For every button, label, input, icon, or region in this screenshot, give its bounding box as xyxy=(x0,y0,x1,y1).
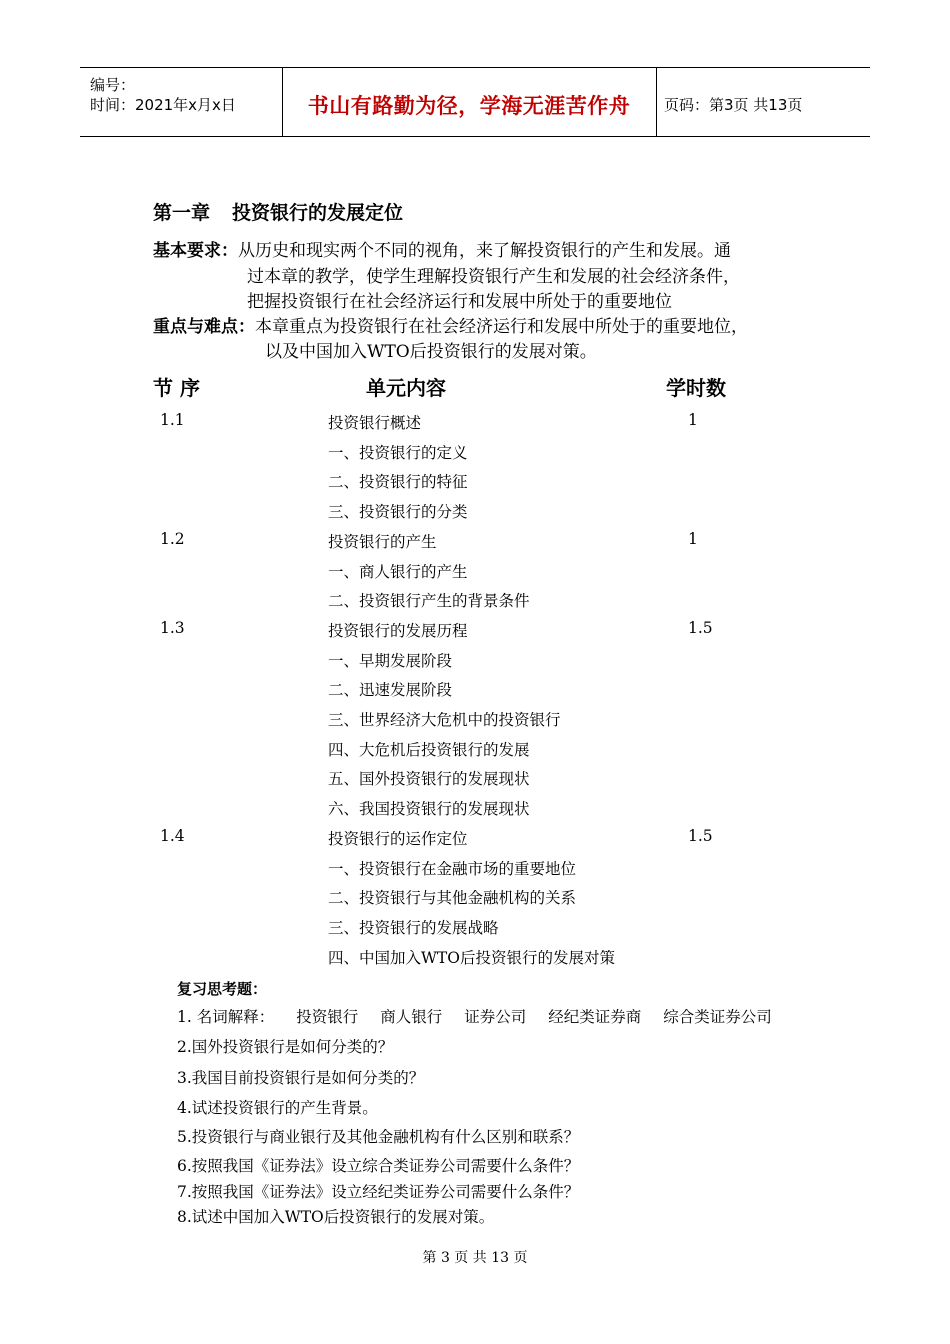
table-row xyxy=(0,678,950,708)
header-page-number: 页码：第3页 共13页 xyxy=(664,96,803,114)
key-points-label: 重点与难点： xyxy=(153,317,255,337)
row-content: 三、投资银行的发展战略 xyxy=(328,918,499,937)
table-row xyxy=(0,916,950,946)
row-content: 六、我国投资银行的发展现状 xyxy=(328,800,530,819)
table-row xyxy=(0,649,950,679)
table-row xyxy=(0,560,950,590)
document-date-label: 时间：2021年x月x日 xyxy=(90,96,236,114)
table-row xyxy=(0,708,950,738)
row-content: 投资银行的运作定位 xyxy=(328,829,468,848)
row-hours: 1 xyxy=(688,411,698,429)
row-hours: 1.5 xyxy=(688,826,713,845)
row-content: 投资银行的产生 xyxy=(328,532,437,551)
table-row xyxy=(0,619,950,649)
row-content: 五、国外投资银行的发展现状 xyxy=(328,770,530,789)
chapter-heading xyxy=(153,198,403,225)
table-row xyxy=(0,500,950,530)
header-page-cell xyxy=(656,68,870,136)
row-content: 一、投资银行在金融市场的重要地位 xyxy=(328,859,577,878)
review-question: 6.按照我国《证券法》设立综合类证券公司需要什么条件？ xyxy=(177,1157,580,1175)
review-question: 8.试述中国加入WTO后投资银行的发展对策。 xyxy=(177,1208,495,1226)
row-content: 一、商人银行的产生 xyxy=(328,562,468,581)
row-content: 二、投资银行的特征 xyxy=(328,473,468,492)
review-q1-terms xyxy=(274,1008,772,1026)
document-number-label: 编号： xyxy=(90,76,136,94)
row-section: 1.2 xyxy=(160,529,185,548)
row-hours: 1 xyxy=(688,529,698,548)
column-header-hours: 学时数 xyxy=(666,376,726,400)
review-question: 2.国外投资银行是如何分类的？ xyxy=(177,1038,394,1056)
table-row xyxy=(0,946,950,976)
table-row xyxy=(0,738,950,768)
requirements-line-1: 基本要求：从历史和现实两个不同的视角，来了解投资银行的产生和发展。通 xyxy=(153,241,731,261)
requirements-line-2: 过本章的教学，使学生理解投资银行产生和发展的社会经济条件， xyxy=(247,267,740,287)
requirements-label: 基本要求： xyxy=(153,241,238,261)
table-row xyxy=(0,886,950,916)
review-q1-prefix: 1. 名词解释： xyxy=(177,1008,275,1026)
row-section: 1.1 xyxy=(160,411,185,429)
requirements-line-3: 把握投资银行在社会经济运行和发展中所处于的重要地位 xyxy=(247,292,672,312)
row-content: 投资银行的发展历程 xyxy=(328,621,468,640)
row-content: 二、投资银行与其他金融机构的关系 xyxy=(328,889,577,908)
row-content: 三、投资银行的分类 xyxy=(328,503,468,522)
row-section: 1.3 xyxy=(160,618,185,637)
column-header-section: 节 序 xyxy=(153,376,200,400)
row-content: 四、大危机后投资银行的发展 xyxy=(328,740,530,759)
page-footer: 第 3 页 共 13 页 xyxy=(422,1250,528,1266)
glossary-term: 证券公司 xyxy=(464,1008,527,1026)
review-question: 5.投资银行与商业银行及其他金融机构有什么区别和联系？ xyxy=(177,1128,580,1146)
table-row xyxy=(0,797,950,827)
review-title: 复习思考题： xyxy=(177,980,268,998)
table-row xyxy=(0,411,950,441)
table-row xyxy=(0,827,950,857)
row-content: 一、早期发展阶段 xyxy=(328,651,453,670)
header-motto: 书山有路勤为径，学海无涯苦作舟 xyxy=(307,94,631,118)
row-content: 投资银行概述 xyxy=(328,414,422,432)
chapter-title: 投资银行的发展定位 xyxy=(232,202,404,224)
row-content: 二、投资银行产生的背景条件 xyxy=(328,592,530,611)
row-section: 1.4 xyxy=(160,826,185,845)
row-content: 二、迅速发展阶段 xyxy=(328,681,453,700)
table-row xyxy=(0,441,950,471)
key-points-line-2: 以及中国加入WTO后投资银行的发展对策。 xyxy=(265,342,597,362)
column-header-content: 单元内容 xyxy=(366,376,446,400)
review-question: 3.我国目前投资银行是如何分类的？ xyxy=(177,1069,425,1087)
table-row xyxy=(0,857,950,887)
key-points-line-1: 重点与难点：本章重点为投资银行在社会经济运行和发展中所处于的重要地位， xyxy=(153,317,748,337)
review-question: 4.试述投资银行的产生背景。 xyxy=(177,1099,378,1117)
table-row xyxy=(0,589,950,619)
chapter-number: 第一章 xyxy=(153,202,211,224)
row-content: 四、中国加入WTO后投资银行的发展对策 xyxy=(328,948,615,967)
glossary-term: 综合类证券公司 xyxy=(663,1008,772,1026)
row-hours: 1.5 xyxy=(688,618,713,637)
table-row xyxy=(0,767,950,797)
review-question: 7.按照我国《证券法》设立经纪类证券公司需要什么条件？ xyxy=(177,1183,580,1201)
table-row xyxy=(0,470,950,500)
header-motto-cell xyxy=(282,68,657,136)
page-header xyxy=(80,67,870,137)
header-meta-cell xyxy=(80,68,283,136)
glossary-term: 投资银行 xyxy=(296,1008,359,1026)
glossary-term: 商人银行 xyxy=(380,1008,443,1026)
table-row xyxy=(0,530,950,560)
row-content: 三、世界经济大危机中的投资银行 xyxy=(328,711,561,729)
row-content: 一、投资银行的定义 xyxy=(328,443,468,462)
glossary-term: 经纪类证券商 xyxy=(548,1008,642,1026)
review-question-1 xyxy=(177,1005,772,1027)
